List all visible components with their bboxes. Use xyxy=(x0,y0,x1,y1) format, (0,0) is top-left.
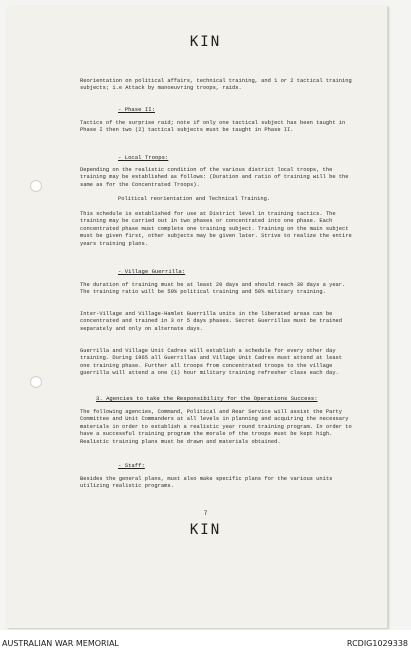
village-guerrilla-heading: - Village Guerrilla: xyxy=(118,268,186,275)
agencies-paragraph: The following agencies, Command, Political and Rear Service will assist the Party Committee and Unit Commanders at all levels in planning and acquiring the necessary materials in order to establish a realistic year round training program. In order to have a successful training program the morale of the troops must be kept high. Realistic training plans must be drawn and materials obtained. xyxy=(80,409,352,445)
footer-record-id: RCDIG1029338 xyxy=(346,639,408,648)
agencies-heading: 3. Agencies to take the Responsibility for the Operations Success: xyxy=(96,395,318,402)
kin-stamp-top: KIN xyxy=(189,34,222,50)
village-guerrilla-paragraph-3: Guerrilla and Village Unit Cadres will establish a schedule for every other day training. During 1965 all Guerrillas and Village Unit Cadres must attend at least one training phase. Further all troops from concentrated troops to the village guerrilla will attend a one (1) hour military training refresher class each day. xyxy=(80,348,343,377)
punch-hole xyxy=(30,180,42,192)
phase2-paragraph: Tactics of the surprise raid; note if only one tactical subject has been taught in Phase I then two (2) tactical subjects must be taught in Phase II. xyxy=(80,120,346,134)
village-guerrilla-paragraph-1: The duration of training must be at least 20 days and should reach 30 days a year. The training ratio will be 50% political training and 50% military training. xyxy=(80,282,346,296)
page-number: 7 xyxy=(203,510,208,517)
local-troops-paragraph-1: Depending on the realistic condition of the various district local troops, the training may be established as follows: (Duration and ratio of training will be the same as for the Concentrated Troops). xyxy=(80,167,349,188)
local-troops-heading: - Local Troops: xyxy=(118,154,169,161)
archive-footer xyxy=(0,630,411,654)
kin-stamp-bottom: KIN xyxy=(189,522,222,538)
punch-hole xyxy=(30,376,42,388)
local-troops-paragraph-2: Political reorientation and Technical Training. xyxy=(118,196,271,202)
local-troops-paragraph-3: This schedule is established for use at District level in training tactics. The training may be carried out in two phases or concentrated into one phase. Each concentrated phase must complete one training subject. Training on the main subject must be given first, other subjects may be given later. Strive to realize the entire years training plans. xyxy=(80,211,352,247)
intro-paragraph: Reorientation on political affairs, technical training, and 1 or 2 tactical training subjects; i.e Attack by manoeuvring troops, raids. xyxy=(80,78,352,92)
staff-paragraph: Besides the general plans, must also make specific plans for the various units utilizing realistic programs. xyxy=(80,476,333,490)
staff-heading: - Staff: xyxy=(118,462,145,469)
phase2-heading: - Phase II: xyxy=(118,106,155,113)
village-guerrilla-paragraph-2: Inter-Village and Village-Hamlet Guerrilla units in the liberated areas can be concentrated and trained in 3 or 5 days phases. Secret Guerrillas must be trained separately and only on alternate days. xyxy=(80,311,343,332)
footer-institution: AUSTRALIAN WAR MEMORIAL xyxy=(2,639,119,648)
